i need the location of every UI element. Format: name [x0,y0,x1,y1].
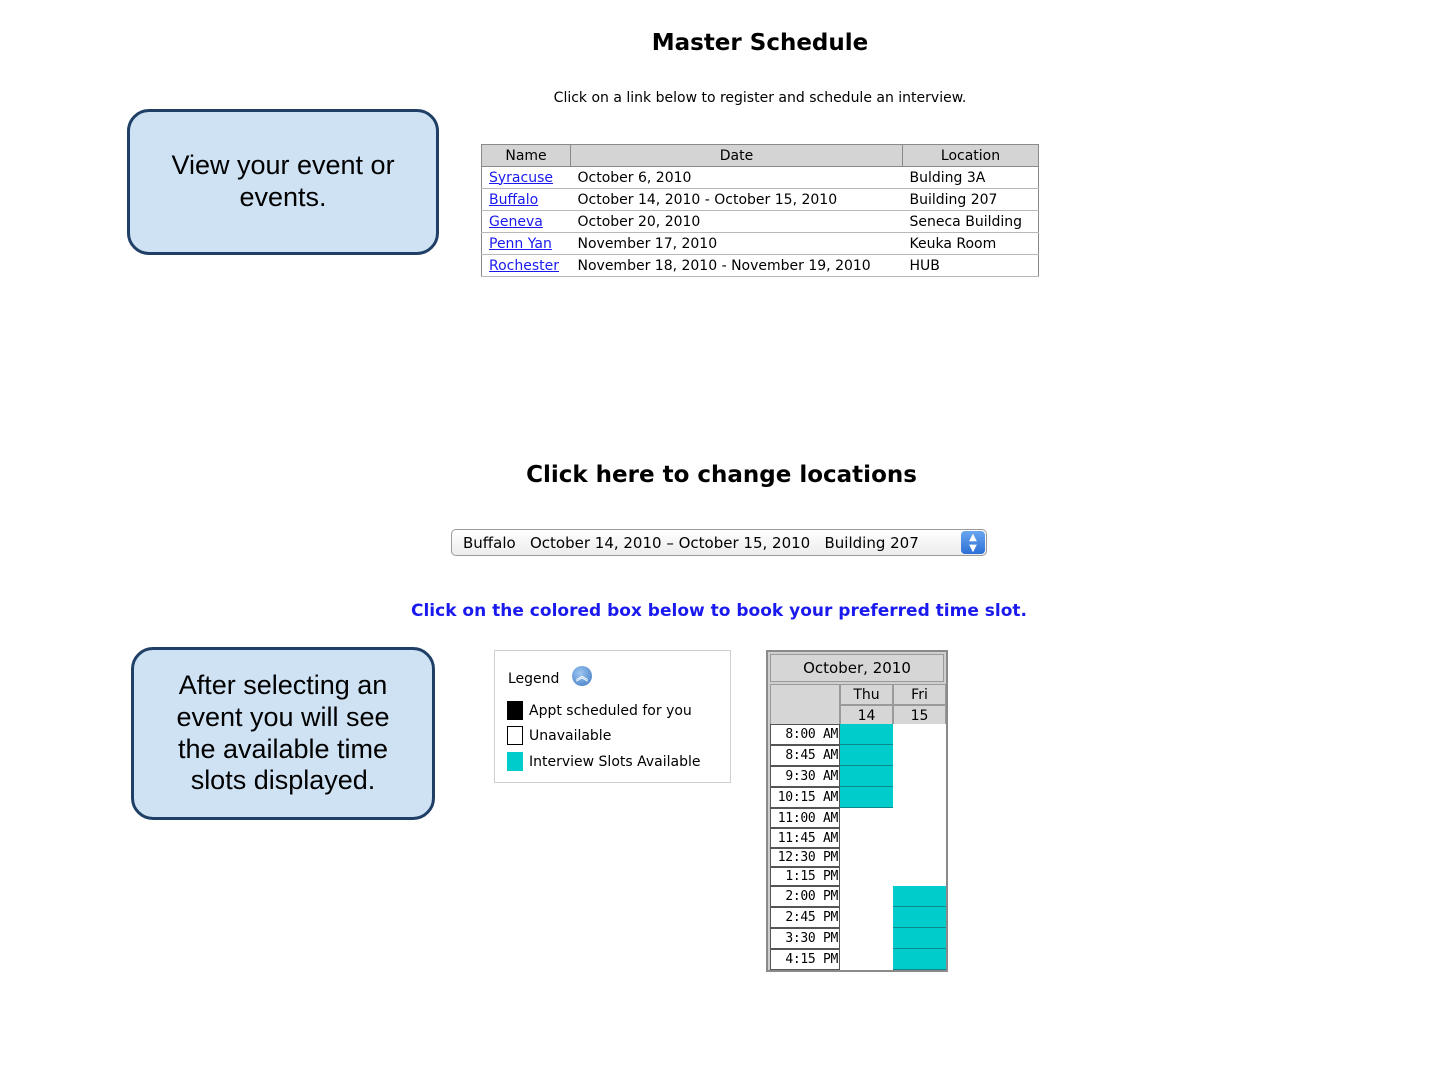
event-location: Keuka Room [903,233,1039,255]
time-slot-unavailable [840,828,893,848]
collapse-icon[interactable]: ︽ [572,666,592,686]
legend-item-available [507,752,701,771]
time-slot-available[interactable] [840,745,893,766]
legend-label: Interview Slots Available [529,753,701,770]
table-row [482,189,1039,211]
event-location: HUB [903,255,1039,277]
legend-label: Appt scheduled for you [529,702,692,719]
legend-label: Unavailable [529,727,612,744]
event-link-penn-yan[interactable]: Penn Yan [489,235,552,252]
legend-item-unavailable [507,726,611,745]
callout-time-slots: After selecting an event you will see the available time slots displayed. [131,647,435,820]
calendar-month: October, 2010 [770,654,944,682]
time-slot-unavailable [840,907,893,928]
time-slot-unavailable [840,928,893,949]
day-date-header: 14 [840,705,893,726]
time-label: 11:00 AM [770,808,840,828]
table-row [482,167,1039,189]
event-location: Building 207 [903,189,1039,211]
table-row [482,233,1039,255]
time-slot-unavailable [840,848,893,867]
event-date: November 18, 2010 - November 19, 2010 [571,255,903,277]
time-label: 9:30 AM [770,766,840,787]
calendar-corner [770,684,840,726]
event-location: Seneca Building [903,211,1039,233]
time-slot-unavailable [893,808,946,828]
time-slot-unavailable [893,766,946,787]
location-select-value: Buffalo October 14, 2010 – October 15, 2010 Building 207 [463,533,919,552]
time-slot-available[interactable] [893,928,946,949]
swatch-unavailable [507,726,523,745]
time-label: 12:30 PM [770,848,840,867]
time-label: 8:45 AM [770,745,840,766]
time-label: 8:00 AM [770,724,840,745]
time-slot-unavailable [840,886,893,907]
time-slot-available[interactable] [840,724,893,745]
time-slot-available[interactable] [893,907,946,928]
booking-instruction: Click on the colored box below to book your preferred time slot. [411,601,1027,621]
time-slot-unavailable [893,724,946,745]
day-of-week-header: Thu [840,684,893,705]
event-date: October 20, 2010 [571,211,903,233]
time-label: 2:00 PM [770,886,840,907]
change-location-heading[interactable]: Click here to change locations [526,462,917,488]
day-date-header: 15 [893,705,946,726]
legend-box [494,650,731,783]
event-date: October 14, 2010 - October 15, 2010 [571,189,903,211]
column-header-name: Name [482,145,571,167]
time-label: 3:30 PM [770,928,840,949]
page-title: Master Schedule [651,30,869,56]
master-schedule-table [481,144,1039,277]
swatch-available [507,752,523,771]
time-slot-unavailable [893,787,946,808]
legend-title: Legend [508,671,560,687]
event-link-buffalo[interactable]: Buffalo [489,191,539,208]
location-select[interactable] [451,529,987,556]
select-arrows-icon: ▲ ▼ [961,531,985,554]
calendar-grid [766,650,948,972]
event-location: Bulding 3A [903,167,1039,189]
event-date: November 17, 2010 [571,233,903,255]
time-slot-unavailable [893,745,946,766]
table-row [482,255,1039,277]
legend-item-scheduled [507,701,692,720]
time-slot-unavailable [893,848,946,867]
event-link-syracuse[interactable]: Syracuse [489,169,553,186]
time-slot-available[interactable] [893,886,946,907]
event-link-rochester[interactable]: Rochester [489,257,559,274]
table-header-row [482,145,1039,167]
time-slot-unavailable [893,867,946,886]
time-label: 4:15 PM [770,949,840,970]
column-header-location: Location [903,145,1039,167]
event-date: October 6, 2010 [571,167,903,189]
time-label: 2:45 PM [770,907,840,928]
instructions-text: Click on a link below to register and schedule an interview. [553,90,967,106]
time-slot-unavailable [893,828,946,848]
time-slot-unavailable [840,949,893,970]
swatch-scheduled [507,701,523,720]
time-slot-unavailable [840,867,893,886]
day-of-week-header: Fri [893,684,946,705]
event-link-geneva[interactable]: Geneva [489,213,543,230]
time-slot-unavailable [840,808,893,828]
callout-view-events: View your event or events. [127,109,439,255]
time-label: 11:45 AM [770,828,840,848]
table-row [482,211,1039,233]
time-slot-available[interactable] [893,949,946,970]
time-slot-available[interactable] [840,766,893,787]
column-header-date: Date [571,145,903,167]
time-label: 1:15 PM [770,867,840,886]
time-label: 10:15 AM [770,787,840,808]
time-slot-available[interactable] [840,787,893,808]
